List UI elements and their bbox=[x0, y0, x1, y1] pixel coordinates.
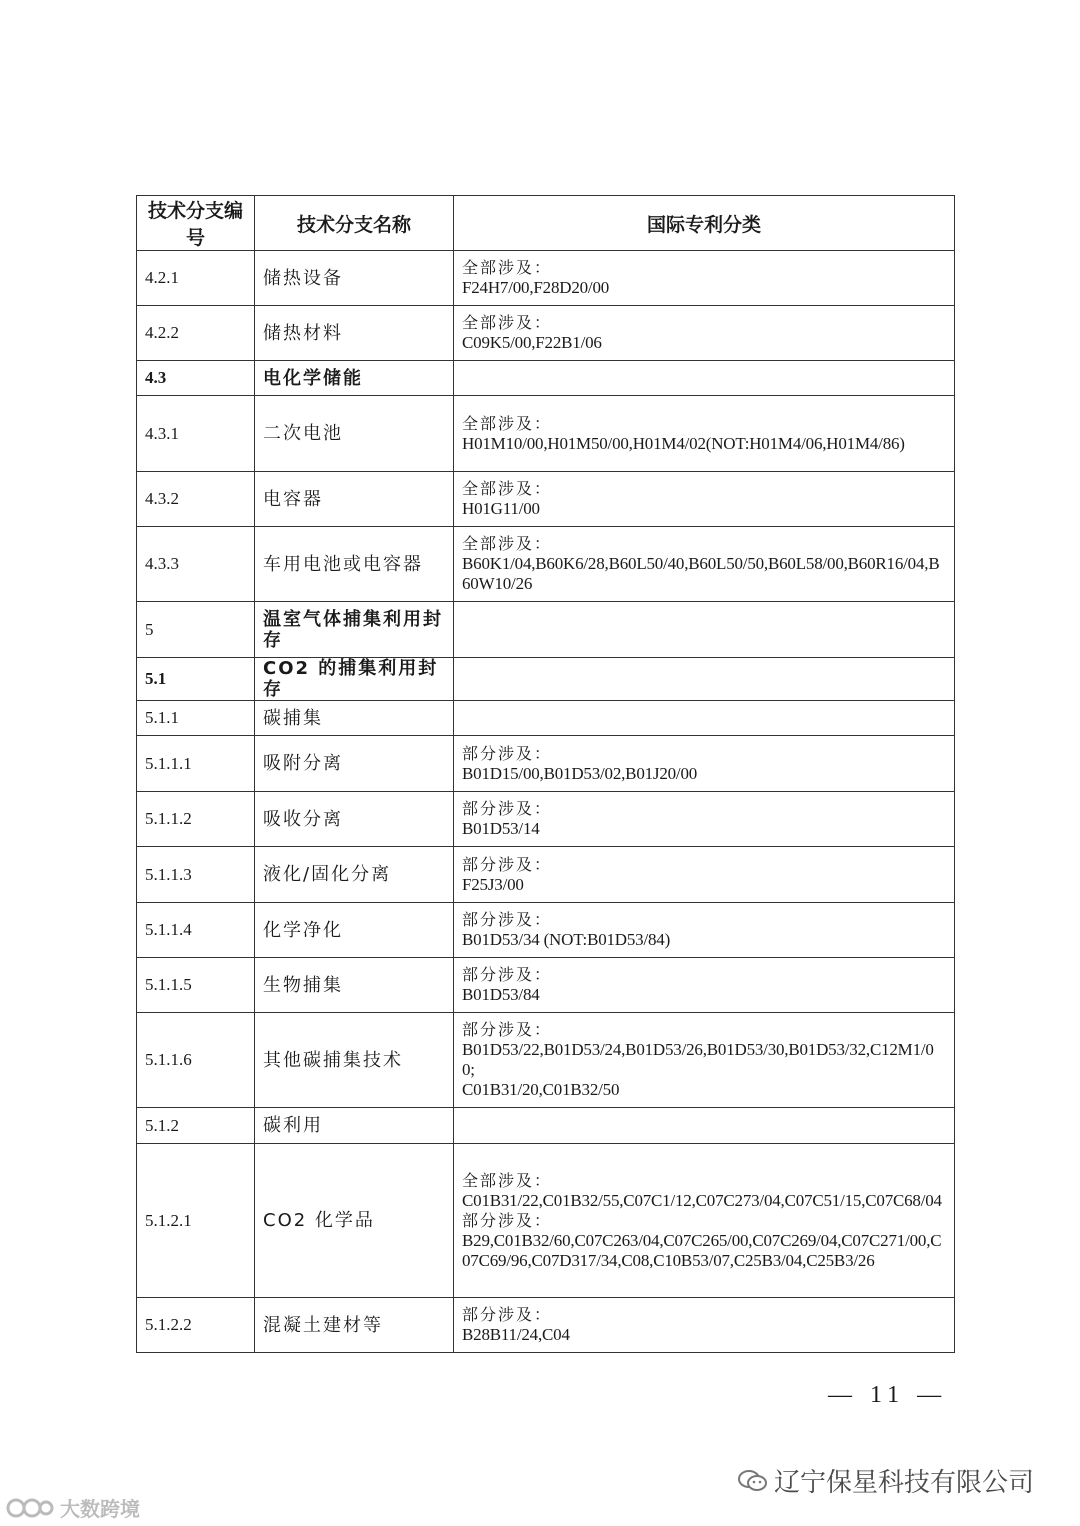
branch-code: 5.1.1.3 bbox=[137, 847, 255, 903]
ipc-codes bbox=[454, 1144, 955, 1298]
ipc-scope-label: 部分涉及： bbox=[462, 910, 553, 929]
watermark-company: 辽宁保星科技有限公司 bbox=[774, 1468, 1035, 1498]
branch-name: 温室气体捕集利用封存 bbox=[255, 602, 454, 658]
table-row bbox=[137, 1108, 955, 1144]
branch-code: 5.1.2 bbox=[137, 1108, 255, 1144]
table-row bbox=[137, 701, 955, 736]
header-branch-code: 技术分支编号 bbox=[137, 196, 255, 251]
branch-name: 混凝土建材等 bbox=[255, 1298, 454, 1353]
ipc-code-list: B28B11/24,C04 bbox=[462, 1325, 570, 1344]
ipc-code-list: B01D15/00,B01D53/02,B01J20/00 bbox=[462, 763, 698, 783]
branch-code: 5.1.1.5 bbox=[137, 958, 255, 1013]
ipc-code-list: C01B31/22,C01B32/55,C07C1/12,C07C273/04,C07C51/15,C07C68/04 bbox=[462, 1190, 942, 1210]
ipc-codes bbox=[454, 602, 955, 658]
branch-code: 4.2.2 bbox=[137, 306, 255, 361]
ipc-scope-label: 部分涉及： bbox=[462, 743, 553, 763]
branch-name: 化学净化 bbox=[255, 903, 454, 958]
table-row bbox=[137, 1298, 955, 1353]
header-ipc: 国际专利分类 bbox=[454, 196, 955, 251]
branch-name: CO2 的捕集利用封存 bbox=[255, 658, 454, 701]
table-row bbox=[137, 396, 955, 472]
ipc-code-list: C09K5/00,F22B1/06 bbox=[462, 333, 602, 352]
wechat-icon bbox=[738, 1468, 768, 1494]
branch-code: 5.1.1 bbox=[137, 701, 255, 736]
branch-code: 5.1 bbox=[137, 658, 255, 701]
ipc-code-list: H01G11/00 bbox=[462, 499, 540, 518]
table-row bbox=[137, 251, 955, 306]
ipc-codes bbox=[454, 1013, 955, 1108]
table-row bbox=[137, 903, 955, 958]
branch-code: 5 bbox=[137, 602, 255, 658]
branch-name: 生物捕集 bbox=[255, 958, 454, 1013]
branch-code: 4.2.1 bbox=[137, 251, 255, 306]
table-row bbox=[137, 1013, 955, 1108]
table-row bbox=[137, 306, 955, 361]
branch-code: 5.1.2.1 bbox=[137, 1144, 255, 1298]
watermark-wechat bbox=[738, 1462, 1034, 1499]
branch-code: 4.3.3 bbox=[137, 527, 255, 602]
branch-code: 5.1.1.1 bbox=[137, 736, 255, 792]
ipc-code-list: B29,C01B32/60,C07C263/04,C07C265/00,C07C269/04,C07C271/00,C07C69/96,C07D317/34,C08,C10B53/07,C25B3/04,C25B3/26 bbox=[462, 1230, 942, 1270]
page-number: — 11 — bbox=[828, 1382, 948, 1408]
ipc-code-list: C01B31/20,C01B32/50 bbox=[462, 1080, 620, 1099]
branch-code: 5.1.1.2 bbox=[137, 792, 255, 847]
ipc-codes bbox=[454, 792, 955, 847]
branch-name: 电化学储能 bbox=[255, 361, 454, 396]
ipc-codes bbox=[454, 472, 955, 527]
branch-code: 4.3.1 bbox=[137, 396, 255, 472]
table-row bbox=[137, 847, 955, 903]
ipc-codes bbox=[454, 1298, 955, 1353]
ipc-codes bbox=[454, 1108, 955, 1144]
ipc-codes bbox=[454, 658, 955, 701]
table-row bbox=[137, 736, 955, 792]
table-row bbox=[137, 958, 955, 1013]
table-header-row bbox=[137, 196, 955, 251]
branch-name: 储热设备 bbox=[255, 251, 454, 306]
ipc-scope-label: 全部涉及： bbox=[462, 479, 553, 498]
ipc-code-list: B01D53/84 bbox=[462, 985, 540, 1004]
ipc-scope-label: 全部涉及： bbox=[462, 413, 553, 433]
branch-name: 碳利用 bbox=[255, 1108, 454, 1144]
branch-name: 二次电池 bbox=[255, 396, 454, 472]
table-row bbox=[137, 658, 955, 701]
branch-name: CO2 化学品 bbox=[255, 1144, 454, 1298]
table-row bbox=[137, 361, 955, 396]
table-row bbox=[137, 527, 955, 602]
branch-name: 其他碳捕集技术 bbox=[255, 1013, 454, 1108]
ipc-classification-table bbox=[136, 195, 955, 1353]
branch-code: 4.3.2 bbox=[137, 472, 255, 527]
ipc-scope-label: 部分涉及： bbox=[462, 854, 553, 874]
ipc-codes bbox=[454, 847, 955, 903]
ipc-code-list: B60K1/04,B60K6/28,B60L50/40,B60L50/50,B60L58/00,B60R16/04,B60W10/26 bbox=[462, 554, 940, 593]
ipc-code-list: B01D53/22,B01D53/24,B01D53/26,B01D53/30,B01D53/32,C12M1/00; bbox=[462, 1040, 934, 1079]
ipc-scope-label: 全部涉及： bbox=[462, 1170, 553, 1190]
branch-code: 5.1.1.4 bbox=[137, 903, 255, 958]
branch-name: 吸附分离 bbox=[255, 736, 454, 792]
ipc-codes bbox=[454, 361, 955, 396]
ipc-codes bbox=[454, 527, 955, 602]
ipc-codes bbox=[454, 903, 955, 958]
ipc-scope-label: 部分涉及： bbox=[462, 965, 553, 984]
ipc-scope-label: 部分涉及： bbox=[462, 1020, 553, 1039]
ipc-code-list: H01M10/00,H01M50/00,H01M4/02(NOT:H01M4/06,H01M4/86) bbox=[462, 433, 905, 453]
branch-name: 电容器 bbox=[255, 472, 454, 527]
ipc-scope-label: 全部涉及： bbox=[462, 313, 553, 332]
brand-logo-icon bbox=[6, 1496, 54, 1520]
branch-code: 4.3 bbox=[137, 361, 255, 396]
branch-name: 碳捕集 bbox=[255, 701, 454, 736]
table-row bbox=[137, 472, 955, 527]
table-row bbox=[137, 602, 955, 658]
table-row bbox=[137, 1144, 955, 1298]
branch-code: 5.1.1.6 bbox=[137, 1013, 255, 1108]
ipc-codes bbox=[454, 396, 955, 472]
ipc-codes bbox=[454, 251, 955, 306]
branch-name: 储热材料 bbox=[255, 306, 454, 361]
table-row bbox=[137, 792, 955, 847]
ipc-scope-label: 部分涉及： bbox=[462, 799, 553, 818]
ipc-codes bbox=[454, 958, 955, 1013]
watermark-brand bbox=[6, 1493, 140, 1522]
branch-name: 吸收分离 bbox=[255, 792, 454, 847]
header-branch-name: 技术分支名称 bbox=[255, 196, 454, 251]
branch-code: 5.1.2.2 bbox=[137, 1298, 255, 1353]
ipc-scope-label: 全部涉及： bbox=[462, 534, 553, 553]
branch-name: 液化/固化分离 bbox=[255, 847, 454, 903]
ipc-scope-label: 全部涉及： bbox=[462, 258, 553, 277]
ipc-codes bbox=[454, 736, 955, 792]
ipc-codes bbox=[454, 306, 955, 361]
watermark-brand-text: 大数跨境 bbox=[60, 1497, 140, 1521]
ipc-scope-label: 部分涉及： bbox=[462, 1210, 553, 1230]
branch-name: 车用电池或电容器 bbox=[255, 527, 454, 602]
ipc-codes bbox=[454, 701, 955, 736]
ipc-code-list: B01D53/14 bbox=[462, 819, 540, 838]
ipc-scope-label: 部分涉及： bbox=[462, 1305, 553, 1324]
ipc-code-list: F25J3/00 bbox=[462, 874, 524, 894]
ipc-code-list: F24H7/00,F28D20/00 bbox=[462, 278, 610, 297]
ipc-code-list: B01D53/34 (NOT:B01D53/84) bbox=[462, 930, 671, 949]
